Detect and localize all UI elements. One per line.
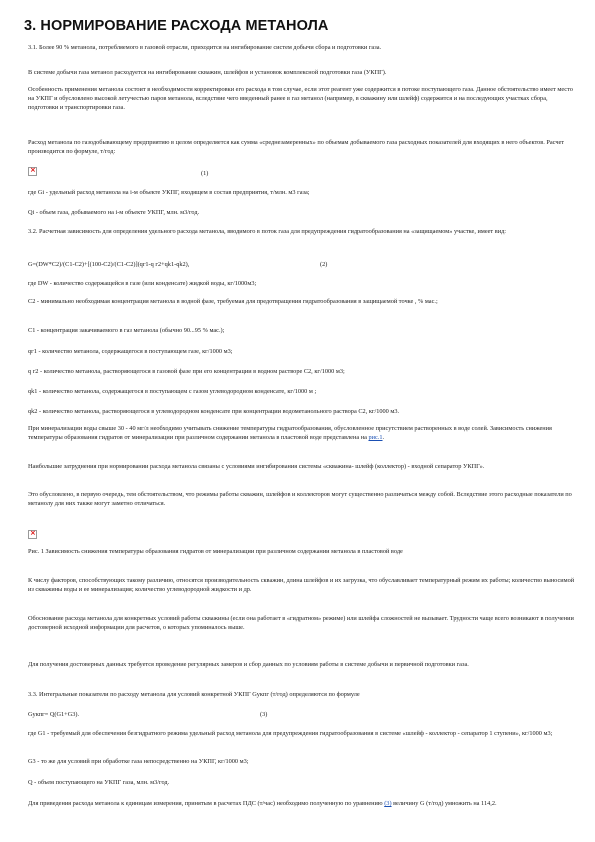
paragraph-difficulties: Наибольшие затруднения при нормировании расхода метанола связаны с условиями ингибирования системы «скважина- шлейф (коллектор) - входной сепаратор УКПГ». [28,463,485,470]
paragraph-3-3: 3.3. Интегральные показатели по расходу метанола для условий конкретной УКПГ Gукпг (т/год) определяются по формуле [28,691,360,698]
formula-1-number: (1) [201,170,209,177]
paragraph-qg1-def: qг1 - количество метанола, содержащегося в поступающем газе, кг/1000 м3; [28,348,233,355]
paragraph-calculation: Расход метанола по газодобывающему предприятию в целом определяется как сумма «среднезамеренных» по объемам добываемого газа расходных показателей для входящих в него объектов. Расчет производится по формуле, т/год: [28,139,565,156]
paragraph-dw-def: где DW - количество содержащейся в газе (или конденсате) жидкой воды, кг/1000м3; [28,280,257,287]
paragraph-gi-def: где Gi - удельный расход метанола на i-м объекте УКПГ, входящем в состав предприятия, т/млн. м3 газа; [28,189,310,196]
paragraph-3-2: 3.2. Расчетная зависимость для определения удельного расхода метанола, вводимого в поток газа для предупреждения гидратообразования на «защищаемом» участке, имеет вид: [28,228,507,235]
paragraph-3-1: 3.1. Более 90 % метанола, потребляемого в газовой отрасли, приходится на ингибирование систем добычи сбора и подготовки газа. [28,44,382,51]
paragraph-reliable-data: Для получения достоверных данных требуется проведение регулярных замеров и сбор данных по условиям работы в системе добычи и первичной подготовки газа. [28,661,469,668]
paragraph-mineralization: При минерализации воды свыше 30 - 40 мг/л необходимо учитывать снижение температуры гидратообразования, обусловленное присутствием растворенных в воде солей. Зависимость снижения температуры образования гидратов от минерализации при различном содержании метанола в пластовой воде представлена на рис.1. [28,425,552,442]
figure-1-link[interactable]: рис.1 [368,434,383,442]
equation-3-link[interactable]: (3) [384,800,392,807]
broken-image-icon: × [30,529,36,537]
paragraph-pds-conversion: Для приведения расхода метанола к единицам измерения, принятым в расчетах ПДС (т/час) необходимо полученную по уравнению (3) величину G (т/год) умножить на 114,2. [28,800,497,807]
formula-3-row [28,710,528,719]
formula-2-row [28,260,528,269]
broken-image-icon: × [30,166,36,174]
paragraph-feature: Особенность применения метанола состоит в необходимости корректировки его расхода в том случае, если этот реагент уже содержится в потоке поступающего газа. Данное обстоятельство имеет место на УКПГ и обусловлено высокой летучестью паров метанола, вследствие чего введенный ранее в газ метанол (например, в скважину или шлейф) содержится и на последующих участках сбора, подготовки и транспортировки газа. [28,86,573,112]
paragraph-qk1-def: qk1 - количество метанола, содержащегося в поступающем с газом углеводородном конденсате, кг/1000 м ; [28,388,317,395]
paragraph-q-def: Q - объем поступающего на УКПГ газа, млн. м3/год. [28,779,170,786]
formula-2-number: (2) [320,261,328,268]
paragraph-g1-def: где G1 - требуемый для обеспечения безгидратного режима удельный расход метанола для предупреждения гидратообразования в системе «шлейф - коллектор - сепаратор 1 ступени», кг/1000 м3; [28,730,553,737]
paragraph-c2-def: C2 - минимально необходимая концентрация метанола в водной фазе, требуемая для предотвращения гидратообразования в защищаемой точке , % мас.; [28,298,438,305]
formula-3-number: (3) [260,711,268,718]
formula-3: Gукпг= Q(G1+G3). [28,711,80,718]
paragraph-qg2-def: q г2 - количество метанола, растворяющегося в газовой фазе при его концентрации в водном растворе С2, кг/1000 м3; [28,368,345,375]
paragraph-factors: К числу факторов, способствующих такому различию, относятся производительность скважин, длина шлейфов и их загрузка, что обуславливает температурный режим их работы; количество выносимой из скважины воды и ее минерализация; количество углеводородной жидкости и др. [28,577,575,594]
figure-1-caption: Рис. 1 Зависимость снижения температуры образования гидратов от минерализации при различном содержании метанола в пластовой воде [28,548,403,555]
paragraph-justification: Обоснование расхода метанола для конкретных условий работы скважины (если она работает в «гидратном» режиме) или шлейфа сложностей не вызывает. Трудности чаще всего возникают в получении достоверной исходной информации для расчетов, о которых упоминалось выше. [28,615,574,632]
paragraph-g3-def: G3 - то же для условий при обработке газа непосредственно на УКПГ, кг/1000 м3; [28,758,249,765]
paragraph-reason: Это обусловлено, в первую очередь, тем обстоятельством, что режимы работы скважин, шлейфов и коллекторов могут существенно различаться между собой. Вследствие этого расходные показатели по метанолу для них также могут заметно отличаться. [28,491,572,508]
paragraph-qk2-def: qk2 - количество метанола, растворяющегося в углеводородном конденсате при концентрации водометанольного раствора С2, кг/1000 м3. [28,408,400,415]
paragraph-system-intro: В системе добычи газа метанол расходуется на ингибирование скважин, шлейфов и установок комплексной подготовки газа (УКПГ). [28,69,387,76]
formula-2: G=(DW*C2)/(C1-C2)+[(100-C2)/(C1-C2)](qг1-q г2+qk1-qk2), [28,261,190,268]
paragraph-qi-def: Qi - объем газа, добываемого на i-м объекте УКПГ, млн. м3/год. [28,209,200,216]
paragraph-c1-def: C1 - концентрация закачиваемого в газ метанола (обычно 90...95 % мас.); [28,327,225,334]
page-title: 3. НОРМИРОВАНИЕ РАСХОДА МЕТАНОЛА [24,18,329,34]
